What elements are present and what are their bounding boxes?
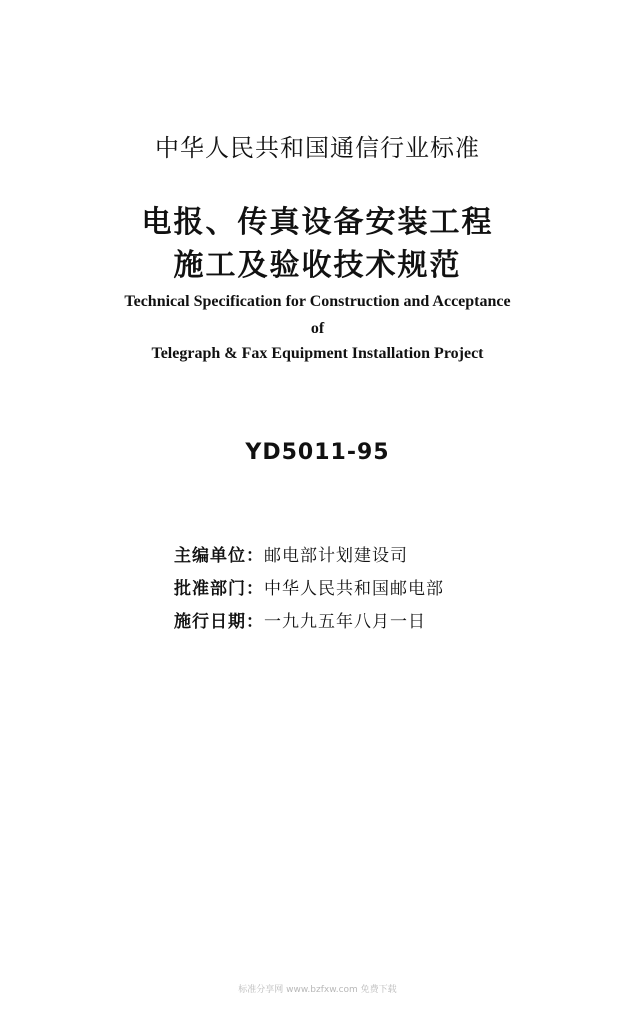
title-cn-line2: 施工及验收技术规范 <box>173 248 462 283</box>
approver-value: 中华人民共和国邮电部 <box>264 579 444 599</box>
editor-value: 邮电部计划建设司 <box>264 546 408 566</box>
editor-row <box>174 541 408 566</box>
title-en-line1: Technical Specification for Construction and Acceptance <box>124 293 511 310</box>
industry-standard-heading: 中华人民共和国通信行业标准 <box>155 134 480 162</box>
approver-row <box>174 574 444 599</box>
title-en-line3: Telegraph & Fax Equipment Installation Project <box>151 345 484 362</box>
effective-date-row <box>174 607 426 632</box>
effective-date-value: 一九九五年八月一日 <box>264 612 426 632</box>
standard-code: YD5011-95 <box>245 440 390 465</box>
approver-label: 批准部门： <box>174 579 264 599</box>
title-en-line2: of <box>310 320 325 337</box>
editor-label: 主编单位： <box>174 546 264 566</box>
watermark-text: 标准分享网 www.bzfxw.com 免费下载 <box>238 985 397 995</box>
title-cn-line1: 电报、传真设备安装工程 <box>141 205 494 240</box>
effective-date-label: 施行日期： <box>174 612 264 632</box>
